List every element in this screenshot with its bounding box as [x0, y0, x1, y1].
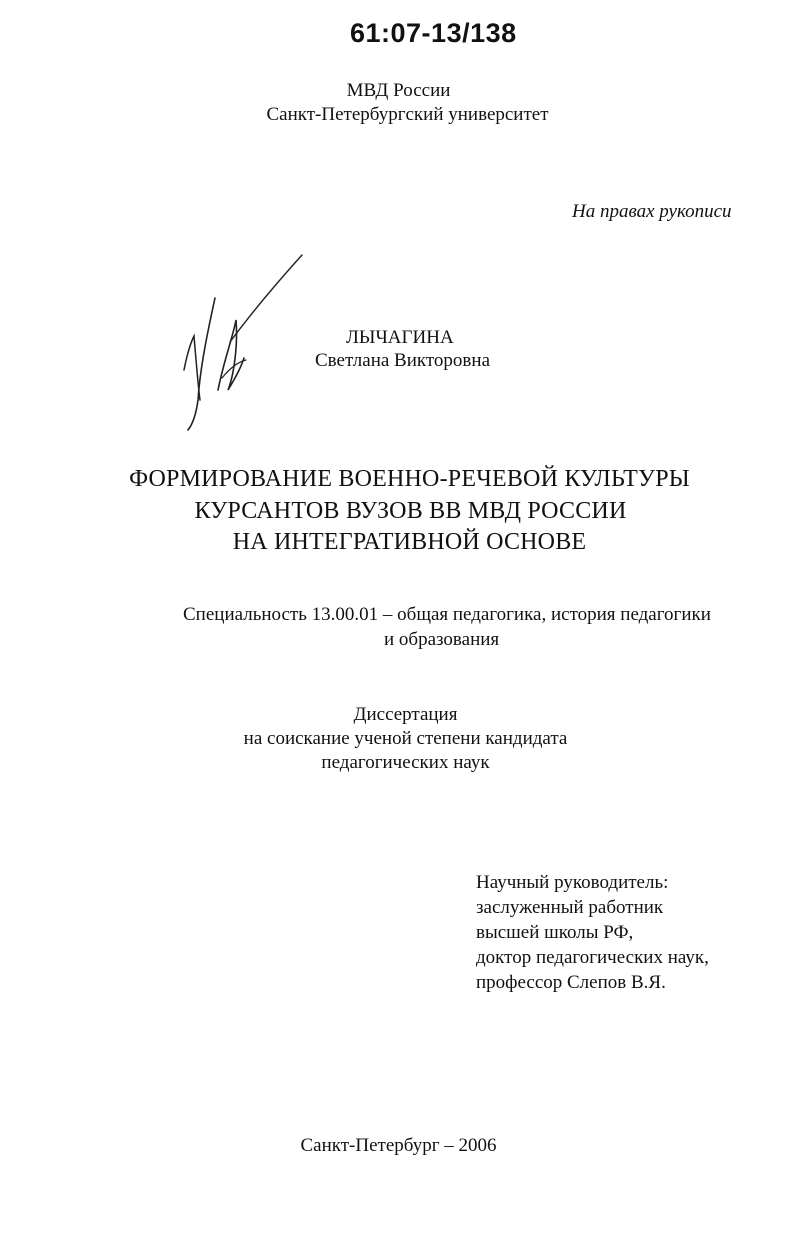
specialty-line-1: Специальность 13.00.01 – общая педагогика, история педагогики [183, 604, 711, 625]
author-last-name: ЛЫЧАГИНА [346, 327, 454, 348]
author-first-names: Светлана Викторовна [315, 350, 491, 371]
dissertation-label: Диссертация [353, 704, 458, 725]
advisor-heading: Научный руководитель: [476, 872, 669, 893]
advisor-title-line-2: высшей школы РФ, [476, 922, 634, 943]
organization-university: Санкт-Петербургский университет [266, 104, 549, 125]
city-and-year: Санкт-Петербург – 2006 [300, 1135, 497, 1156]
science-field-line: педагогических наук [321, 752, 490, 773]
archive-stamp-number: 61:07-13/138 [350, 18, 517, 48]
thesis-title-line-2: КУРСАНТОВ ВУЗОВ ВВ МВД РОССИИ [194, 498, 627, 524]
degree-line: на соискание ученой степени кандидата [243, 728, 568, 749]
advisor-degree: доктор педагогических наук, [476, 947, 709, 968]
manuscript-rights-note: На правах рукописи [572, 201, 732, 222]
thesis-title-line-3: НА ИНТЕГРАТИВНОЙ ОСНОВЕ [232, 529, 587, 555]
handwritten-signature [170, 250, 310, 440]
organization-ministry: МВД России [346, 80, 451, 101]
thesis-title-line-1: ФОРМИРОВАНИЕ ВОЕННО-РЕЧЕВОЙ КУЛЬТУРЫ [129, 466, 690, 492]
specialty-line-2: и образования [384, 629, 500, 650]
advisor-name: профессор Слепов В.Я. [476, 972, 666, 993]
advisor-title-line-1: заслуженный работник [476, 897, 664, 918]
